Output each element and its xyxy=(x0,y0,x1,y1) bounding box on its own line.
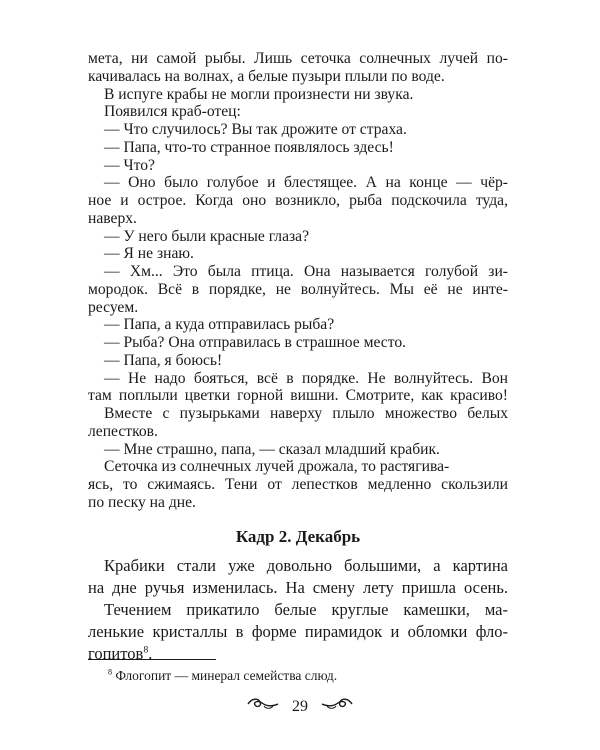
text-line: по песку на дне. xyxy=(88,493,196,511)
sentence-end: . xyxy=(148,644,153,663)
text-line: — Папа, я боюсь! xyxy=(104,351,223,369)
text-line: Появился краб-отец: xyxy=(104,103,241,121)
text-line: на дне ручья изменилась. На смену лету пришла осень. xyxy=(88,578,508,597)
text-line: ное и острое. Когда оно возникло, рыба подскочила туда, xyxy=(88,192,508,209)
text-line: мородок. Всё в порядке, не волнуйтесь. Мы её не инте- xyxy=(88,280,508,298)
text-line-end: гопитов xyxy=(88,644,144,663)
text-line: — Мне страшно, папа, — сказал младший крабик. xyxy=(104,440,440,458)
text-line: Крабики стали уже довольно большими, а картина xyxy=(104,556,508,575)
page-number: 29 xyxy=(292,698,308,715)
text-line: ясь, то сжимаясь. Тени от лепестков медленно скользили xyxy=(88,476,508,493)
text-line: качивалась на волнах, а белые пузыри плыли по воде. xyxy=(88,67,445,85)
text-line: — Что? xyxy=(104,156,155,174)
footnote-ref: 8 xyxy=(143,644,149,656)
text-line: Течением прикатило белые круглые камешки, ма- xyxy=(104,600,508,619)
footnote-number: 8 xyxy=(108,667,113,677)
text-line: В испуге крабы не могли произнести ни звука. xyxy=(104,85,414,103)
text-line: — Что случилось? Вы так дрожите от страха. xyxy=(104,121,407,138)
text-line: — Оно было голубое и блестящее. А на конце — чёр- xyxy=(104,174,508,192)
text-line: Вместе с пузырьками наверху плыло множество белых xyxy=(104,405,508,422)
text-line: — Папа, а куда отправилась рыба? xyxy=(104,316,335,334)
text-line: — Рыба? Она отправилась в страшное место. xyxy=(104,334,407,351)
text-line: мета, ни самой рыбы. Лишь сеточка солнечных лучей по- xyxy=(88,50,508,67)
text-line: — У него были красные глаза? xyxy=(104,227,310,245)
text-line: лепестков. xyxy=(88,422,158,440)
text-line: — Я не знаю. xyxy=(104,245,194,263)
text-line: там поплыли цветки горной вишни. Смотрите, как красиво! xyxy=(88,387,508,405)
text-line: — Хм... Это была птица. Она называется голубой зи- xyxy=(104,263,508,280)
section-title: Кадр 2. Декабрь xyxy=(235,527,361,546)
text-line: наверх. xyxy=(88,209,137,227)
text-line: ресуем. xyxy=(88,298,139,316)
text-line: Сеточка из солнечных лучей дрожала, то растягива- xyxy=(104,458,450,476)
text-line: ленькие кристаллы в форме пирамидок и обломки фло- xyxy=(88,622,508,641)
footnote-text: Флогопит — минерал семейства слюд. xyxy=(115,668,338,683)
text-line: — Не надо бояться, всё в порядке. Не волнуйтесь. Вон xyxy=(104,369,508,387)
text-line: — Папа, что-то странное появлялось здесь! xyxy=(104,138,394,156)
